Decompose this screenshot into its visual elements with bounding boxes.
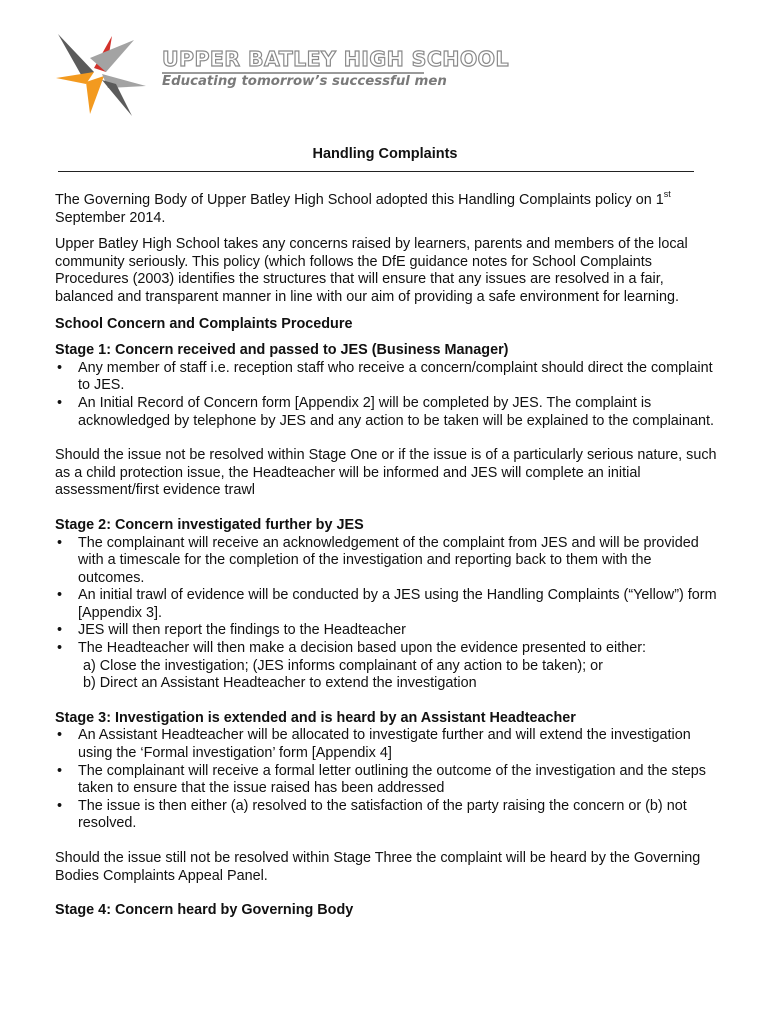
bullet-icon: • xyxy=(57,797,63,814)
school-name: UPPER BATLEY HIGH SCHOOL xyxy=(162,47,509,71)
bullet-icon: • xyxy=(57,534,63,551)
list-item xyxy=(55,622,720,640)
document-body xyxy=(55,189,720,920)
logo-ray-orange-bottom xyxy=(86,76,104,114)
bullet-icon: • xyxy=(57,762,63,779)
list-item xyxy=(55,360,720,395)
bullet-icon: • xyxy=(57,587,63,604)
stage-1-label: Stage 1 xyxy=(55,342,107,359)
bullet-icon: • xyxy=(57,727,63,744)
list-item xyxy=(55,587,720,622)
list-item xyxy=(55,640,720,658)
title-divider xyxy=(58,171,694,172)
intro-text: The Governing Body of Upper Batley High School adopted this Handling Complaints policy on 1 xyxy=(55,192,664,208)
stage-2-list xyxy=(55,535,720,658)
stage-1-followup: Should the issue not be resolved within Stage One or if the issue is of a particularly serious nature, such as a child protection issue, the Headteacher will be informed and JES will complete an initial assessment/first evidence trawl xyxy=(55,447,717,499)
school-motto: Educating tomorrow’s successful men xyxy=(162,74,447,89)
procedure-heading: School Concern and Complaints Procedure xyxy=(55,315,353,332)
bullet-icon: • xyxy=(57,622,63,639)
list-item xyxy=(55,535,720,588)
stage-4-heading: Stage 4: Concern heard by Governing Body xyxy=(55,902,354,919)
stage-3-heading: Stage 3: Investigation is extended and is heard by an Assistant Headteacher xyxy=(55,709,576,726)
policy-paragraph: Upper Batley High School takes any concerns raised by learners, parents and members of the local community seriously. This policy (which follows the DfE guidance notes for School Complaints Procedures (2003) identifies the structures that will ensure that any issues are resolved in a fair, balanced and transparent manner in line with our aim of providing a safe environment for learning. xyxy=(55,236,688,305)
stage-1-heading xyxy=(55,342,720,360)
list-item-text: The complainant will receive a formal letter outlining the outcome of the investigation and the steps taken to ensure that the issue raised has been addressed xyxy=(78,762,706,797)
stage-1-title: : Concern received and passed to JES (Business Manager) xyxy=(106,342,509,359)
list-item-text: Any member of staff i.e. reception staff who receive a concern/complaint should direct the complaint to JES. xyxy=(78,359,713,394)
list-item-text: JES will then report the findings to the Headteacher xyxy=(78,622,406,639)
list-item xyxy=(55,727,720,762)
stage-2-heading: Stage 2: Concern investigated further by JES xyxy=(55,516,364,533)
bullet-icon: • xyxy=(57,640,63,657)
list-item xyxy=(55,798,720,833)
intro-ordinal: st xyxy=(663,189,671,200)
page-title: Handling Complaints xyxy=(312,146,458,162)
bullet-icon: • xyxy=(57,359,63,376)
list-item-text: An Initial Record of Concern form [Appendix 2] will be completed by JES. The complaint is acknowledged by telephone by JES and any action to be taken will be explained to the complainant. xyxy=(78,394,715,429)
bullet-icon: • xyxy=(57,394,63,411)
list-item xyxy=(55,763,720,798)
list-item-text: The issue is then either (a) resolved to the satisfaction of the party raising the concern or (b) not resolved. xyxy=(78,797,687,832)
list-item-text: The Headteacher will then make a decision based upon the evidence presented to either: xyxy=(78,640,646,657)
list-item-text: An Assistant Headteacher will be allocated to investigate further and will extend the investigation using the ‘Formal investigation’ form [Appendix 4] xyxy=(78,727,691,762)
stage-2-option-b: b) Direct an Assistant Headteacher to extend the investigation xyxy=(83,675,477,692)
list-item xyxy=(55,395,720,430)
stage-3-followup: Should the issue still not be resolved within Stage Three the complaint will be heard by the Governing Bodies Complaints Appeal Panel. xyxy=(55,850,701,884)
stage-1-list xyxy=(55,360,720,430)
intro-date: September 2014. xyxy=(55,209,166,226)
stage-2-option-a: a) Close the investigation; (JES informs complainant of any action to be taken); or xyxy=(83,657,603,674)
intro-paragraph xyxy=(55,189,720,227)
list-item-text: The complainant will receive an acknowledgement of the complaint from JES and will be provided with a timescale for the completion of the investigation and reporting back to them with the outcomes. xyxy=(78,534,699,586)
school-logo-star-icon xyxy=(50,28,150,116)
list-item-text: An initial trawl of evidence will be conducted by a JES using the Handling Complaints (“Yellow”) form [Appendix 3]. xyxy=(78,587,717,621)
stage-3-list xyxy=(55,727,720,833)
